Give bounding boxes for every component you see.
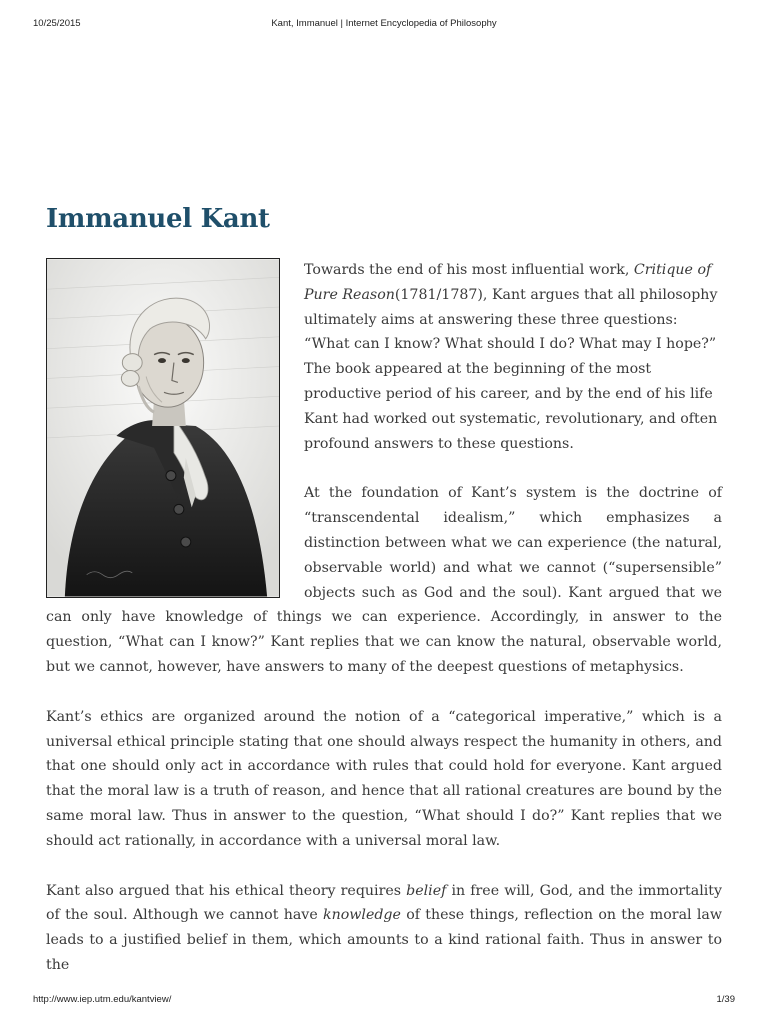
paragraph-4-text-a: Kant also argued that his ethical theory requires [46,882,407,899]
print-url: http://www.iep.utm.edu/kantview/ [33,994,172,1005]
article [46,200,722,1003]
paragraph-1-text-b: (1781/1787), Kant argues that all philosophy ultimately aims at answering these three questions: “What can I know? What should I do? What may I hope?” The book appeared at the beginning of the most productive period of his career, and by the end of his life Kant had worked out systematic, revolutionary, and often profound answers to these questions. [304,286,718,452]
print-header [33,18,735,32]
paragraph-4-text-b: in free will, God, and the immortality of the soul. Although we cannot have [46,882,723,924]
article-title: Immanuel Kant [46,204,270,234]
print-page-title: Kant, Immanuel | Internet Encyclopedia of Philosophy [271,18,497,29]
kant-portrait-image [46,258,280,598]
paragraph-4-belief: belief [406,882,447,899]
paragraph-3: Kant’s ethics are organized around the notion of a “categorical imperative,” which is a universal ethical principle stating that one should always respect the humanity in others, and that one should only act in accordance with rules that could hold for everyone. Kant argued that the moral law is a truth of reason, and hence that all rational creatures are bound by the same moral law. Thus in answer to the question, “What should I do?” Kant replies that we should act rationally, in accordance with a universal moral law. [46,708,722,849]
paragraph-4-knowledge: knowledge [323,907,401,924]
page-number: 1/39 [716,994,735,1005]
print-footer [33,994,735,1008]
paragraph-1-text-a: Towards the end of his most influential work, [304,262,634,278]
paragraph-2: At the foundation of Kant’s system is the doctrine of “transcendental idealism,” which emphasizes a distinction between what we can experience (the natural, observable world) and what we cannot (“supersensible” objects such as God and the soul). Kant argued that we can only have knowledge of things we can experience. Accordingly, in answer to the question, “What can I know?” Kant replies that we can know the natural, observable world, but we cannot, however, have answers to many of the deepest questions of metaphysics. [46,485,722,675]
paragraph-4-text-c: of these things, reflection on the moral law leads to a justified belief in them, which amounts to a kind rational faith. Thus in answer to the [46,907,722,973]
paragraph-4 [46,879,722,978]
print-date: 10/25/2015 [33,18,81,29]
paragraph-1-work-title: Critique of Pure Reason [304,262,712,303]
